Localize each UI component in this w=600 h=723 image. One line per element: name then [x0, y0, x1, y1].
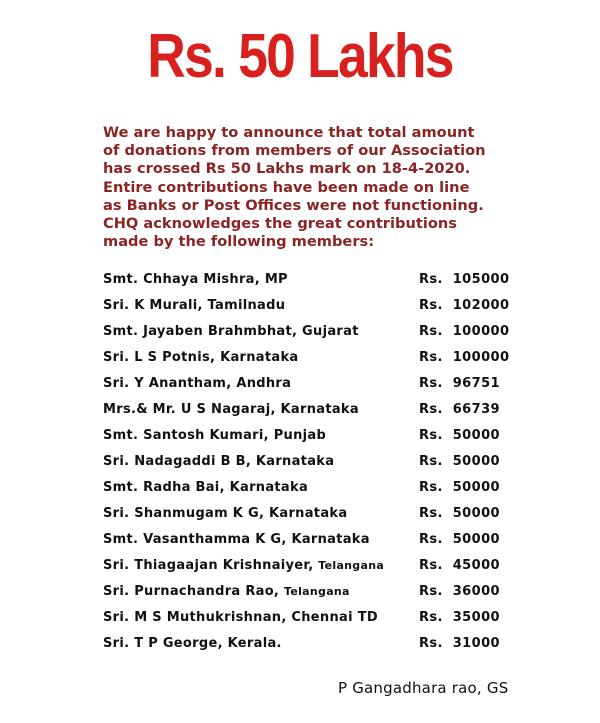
- donor-name: [103, 267, 288, 293]
- donor-state: Telangana: [318, 559, 385, 572]
- donor-name-text: Sri. Nadagaddi B B, Karnataka: [103, 454, 335, 469]
- donor-amount: Rs. 50000: [419, 532, 500, 547]
- donor-name: [103, 293, 285, 319]
- donor-row: [103, 345, 543, 371]
- donor-row: [103, 501, 543, 527]
- donor-row: [103, 423, 543, 449]
- donor-row: [103, 579, 543, 605]
- donor-amount: Rs. 50000: [419, 454, 500, 469]
- donor-name-text: Sri. T P George, Kerala.: [103, 636, 282, 651]
- donor-list: [103, 267, 543, 657]
- donor-row: [103, 449, 543, 475]
- donor-row: [103, 267, 543, 293]
- donor-amount: Rs. 35000: [419, 610, 500, 625]
- announcement-line: as Banks or Post Offices were not functioning.: [103, 196, 484, 214]
- donor-name-text: Smt. Radha Bai, Karnataka: [103, 480, 309, 495]
- donor-name-text: Sri. Purnachandra Rao,: [103, 584, 280, 599]
- donor-name-text: Smt. Chhaya Mishra, MP: [103, 272, 288, 287]
- donor-amount: Rs. 100000: [419, 324, 510, 339]
- donor-name: [103, 631, 282, 657]
- donor-name: [103, 423, 326, 449]
- donor-name-text: Smt. Vasanthamma K G, Karnataka: [103, 532, 370, 547]
- donor-name: [103, 371, 291, 397]
- donor-row: [103, 605, 543, 631]
- donor-name-text: Sri. M S Muthukrishnan, Chennai TD: [103, 610, 378, 625]
- announcement-text: [103, 124, 533, 251]
- donor-name-text: Sri. L S Potnis, Karnataka: [103, 350, 299, 365]
- announcement-line: has crossed Rs 50 Lakhs mark on 18-4-2020.: [103, 160, 471, 178]
- donor-name: [103, 605, 378, 631]
- donor-state: Telangana: [284, 585, 350, 598]
- donor-name-text: Sri. K Murali, Tamilnadu: [103, 298, 286, 313]
- donor-name-text: Smt. Jayaben Brahmbhat, Gujarat: [103, 324, 359, 339]
- donor-amount: Rs. 66739: [419, 402, 500, 417]
- announcement-line: We are happy to announce that total amount: [103, 124, 475, 141]
- donor-amount: Rs. 50000: [419, 428, 500, 443]
- donor-row: [103, 475, 543, 501]
- donor-name: [103, 475, 308, 501]
- headline-title: Rs. 50 Lakhs: [147, 22, 453, 91]
- donor-name-text: Sri. Thiagaajan Krishnaiyer,: [103, 558, 314, 573]
- donor-amount: Rs. 36000: [419, 584, 500, 599]
- donor-amount: Rs. 31000: [419, 636, 500, 651]
- donor-name-text: Mrs.& Mr. U S Nagaraj, Karnataka: [103, 402, 359, 417]
- donor-amount: Rs. 105000: [419, 272, 510, 287]
- announcement-line: Entire contributions have been made on line: [103, 178, 470, 196]
- donor-amount: Rs. 100000: [419, 350, 510, 365]
- donor-amount: Rs. 50000: [419, 506, 500, 521]
- donor-name: [103, 501, 347, 527]
- donor-amount: Rs. 45000: [419, 558, 500, 573]
- announcement-line: CHQ acknowledges the great contributions: [103, 215, 457, 233]
- donor-row: [103, 527, 543, 553]
- donor-row: [103, 293, 543, 319]
- donor-name: [103, 397, 359, 423]
- donor-amount: Rs. 50000: [419, 480, 500, 495]
- signature: P Gangadhara rao, GS: [338, 679, 509, 697]
- donor-name: [103, 345, 298, 371]
- announcement-line: of donations from members of our Association: [103, 142, 486, 160]
- donor-name-text: Sri. Shanmugam K G, Karnataka: [103, 506, 348, 521]
- donor-row: [103, 553, 543, 579]
- donor-name: [103, 449, 334, 475]
- donor-name: [103, 319, 359, 345]
- donor-name-text: Smt. Santosh Kumari, Punjab: [103, 428, 327, 443]
- donor-row: [103, 397, 543, 423]
- announcement-line: made by the following members:: [103, 233, 375, 251]
- donor-amount: Rs. 96751: [419, 376, 500, 391]
- donor-name-text: Sri. Y Anantham, Andhra: [103, 376, 292, 391]
- donor-name: [103, 579, 350, 605]
- donor-name: [103, 553, 384, 579]
- donor-name: [103, 527, 370, 553]
- donor-row: [103, 371, 543, 397]
- donor-row: [103, 319, 543, 345]
- donor-row: [103, 631, 543, 657]
- donor-amount: Rs. 102000: [419, 298, 510, 313]
